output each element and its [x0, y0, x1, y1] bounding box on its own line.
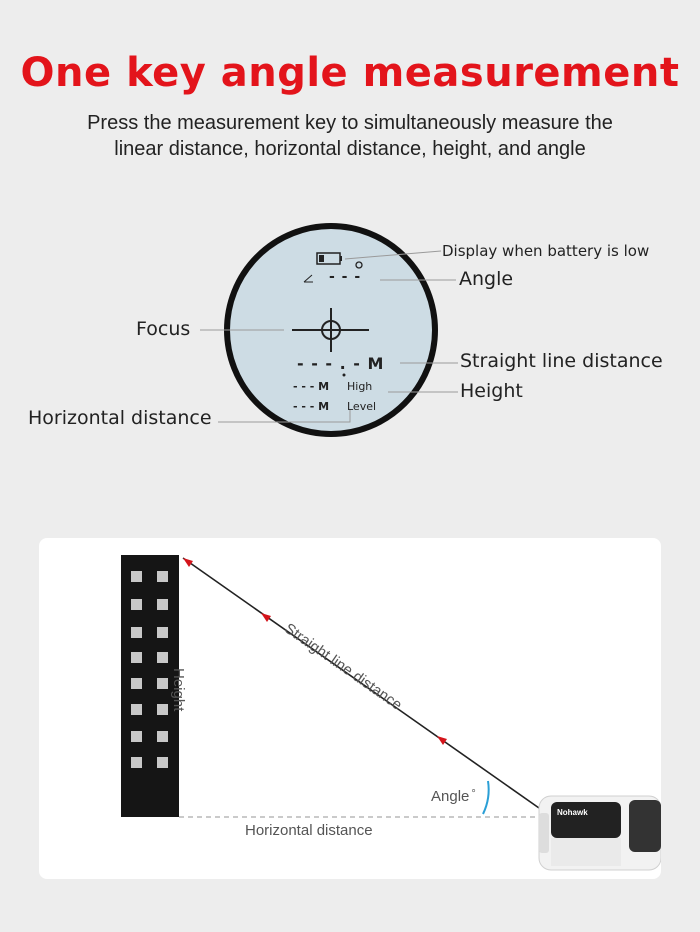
page-title: One key angle measurement	[20, 50, 680, 96]
battery-label: Display when battery is low	[442, 242, 650, 260]
diagram-height-label: Height	[170, 668, 187, 712]
high-readout-label: High	[347, 380, 373, 393]
angle-arc	[483, 781, 489, 814]
angle-readout: - - -	[329, 269, 362, 285]
diagram-straight-label: Straight line distance	[281, 620, 406, 714]
degree-symbol: °	[471, 788, 476, 800]
device-brand: Nohawk	[557, 808, 588, 817]
subtitle-line-2: linear distance, horizontal distance, height, and angle	[114, 138, 586, 160]
height-label: Height	[460, 380, 523, 402]
diagram-horizontal-label: Horizontal distance	[245, 822, 373, 839]
level-readout-value: - - - M	[293, 400, 330, 413]
subtitle-line-1: Press the measurement key to simultaneously measure the	[87, 112, 613, 134]
level-readout-label: Level	[347, 400, 377, 413]
straight-distance-label: Straight line distance	[460, 350, 663, 372]
angle-label: Angle	[459, 268, 514, 290]
scope-display-figure	[0, 220, 700, 450]
horizontal-distance-label: Horizontal distance	[28, 407, 212, 429]
straight-distance-readout: - - - . - M	[297, 354, 385, 373]
focus-label: Focus	[136, 318, 191, 340]
diagram-angle-label: Angle °	[431, 788, 476, 805]
measurement-diagram-panel	[39, 538, 661, 879]
page-subtitle	[0, 110, 700, 162]
high-readout-value: - - - M	[293, 380, 330, 393]
